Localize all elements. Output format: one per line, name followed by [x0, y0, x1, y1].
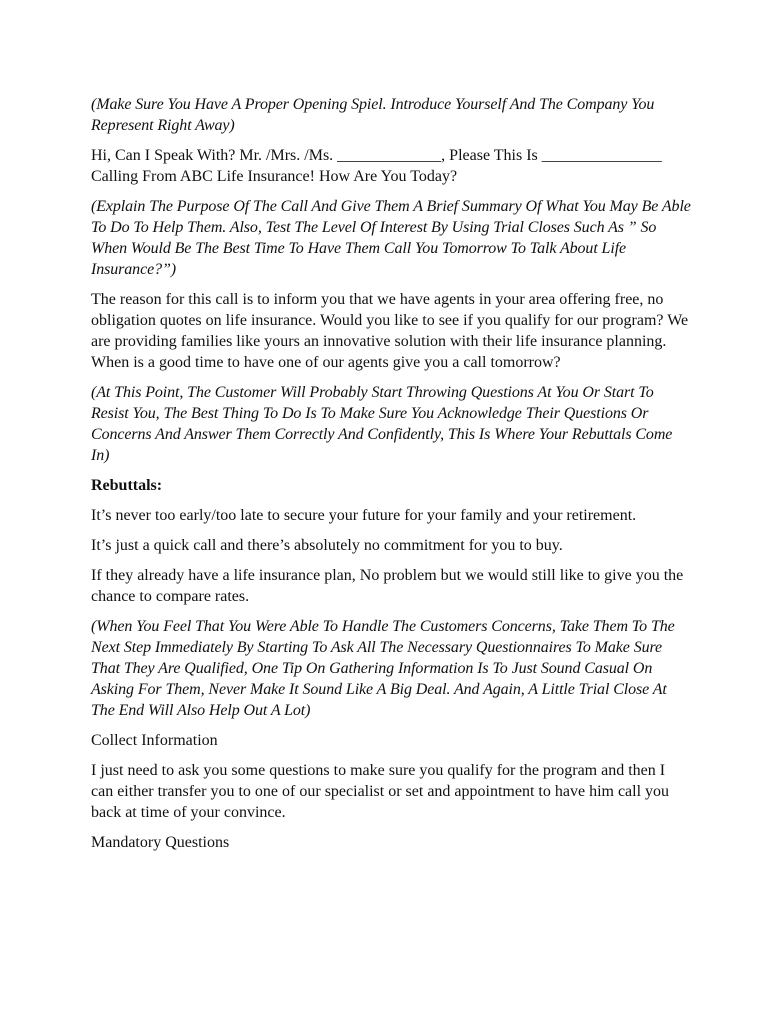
next-step-instruction: (When You Feel That You Were Able To Handle The Customers Concerns, Take Them To The Next Step Immediately By Starting To Ask All The Necessary Questionnaires To Make Sure That They Are Qualified, One Tip On Gathering Information Is To Just Sound Casual On Asking For Them, Never Make It Sound Like A Big Deal. And Again, A Little Trial Close At The End Will Also Help Out A Lot) [91, 618, 675, 719]
call-purpose-instruction: (Explain The Purpose Of The Call And Give Them A Brief Summary Of What You May Be Able To Do To Help Them. Also, Test The Level Of Interest By Using Trial Closes Such As ” So When Would Be The Best Time To Have Them Call You Tomorrow To Talk About Life Insurance?”) [91, 198, 691, 278]
rebuttal-quick-call: It’s just a quick call and there’s absolutely no commitment for you to buy. [91, 537, 563, 554]
rebuttal-never-too-early: It’s never too early/too late to secure your future for your family and your retirement. [91, 507, 637, 524]
call-purpose-script: The reason for this call is to inform you that we have agents in your area offering free, no obligation quotes on life insurance. Would you like to see if you qualify for our program? We are providing families like yours an innovative solution with their life insurance planning. When is a good time to have one of our agents give you a call tomorrow? [91, 291, 689, 371]
greeting-script: Hi, Can I Speak With? Mr. /Mrs. /Ms. _____________, Please This Is _______________ Calling From ABC Life Insurance! How Are You Today? [91, 147, 662, 185]
objections-instruction: (At This Point, The Customer Will Probably Start Throwing Questions At You Or Start To Resist You, The Best Thing To Do Is To Make Sure You Acknowledge Their Questions Or Concerns And Answer Them Correctly And Confidently, This Is Where Your Rebuttals Come In) [91, 384, 673, 464]
rebuttals-heading: Rebuttals: [91, 477, 163, 494]
opening-spiel-instruction: (Make Sure You Have A Proper Opening Spiel. Introduce Yourself And The Company You Represent Right Away) [91, 96, 655, 134]
collect-information-heading: Collect Information [91, 732, 218, 749]
mandatory-questions-heading: Mandatory Questions [91, 834, 230, 851]
collect-information-script: I just need to ask you some questions to make sure you qualify for the program and then I can either transfer you to one of our specialist or set and appointment to have him call you back at time of your convince. [91, 762, 670, 821]
rebuttal-compare-rates: If they already have a life insurance plan, No problem but we would still like to give you the chance to compare rates. [91, 567, 684, 605]
document-body [91, 94, 691, 862]
